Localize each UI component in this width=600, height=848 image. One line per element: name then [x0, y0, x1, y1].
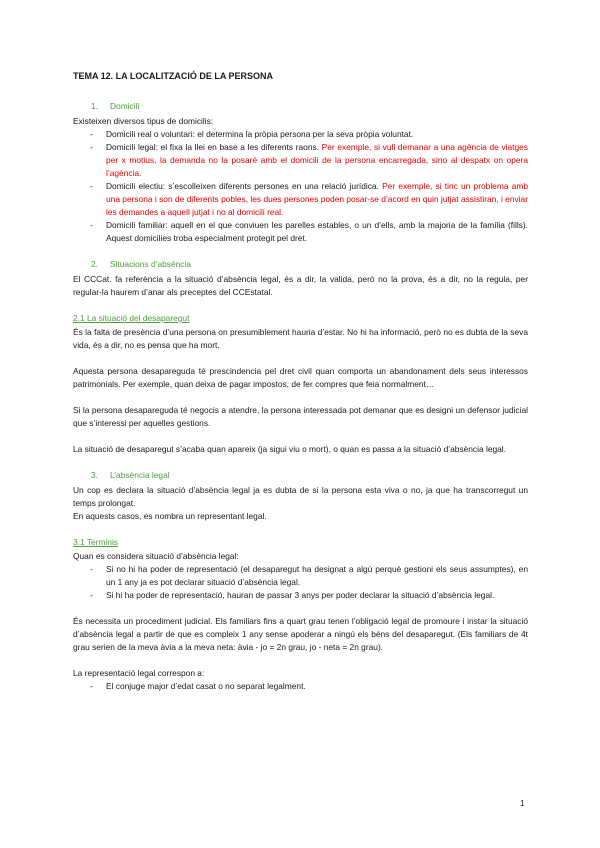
paragraph: La representació legal correspon a:	[73, 668, 205, 678]
domicili-list	[73, 128, 528, 245]
section-title: L’absència legal	[110, 470, 170, 480]
list-item-text: Domicili electiu: s’escolleixen diferents persones en una relació jurídica.	[106, 181, 383, 191]
list-item-text: El conjuge major d’edat casat o no separat legalment.	[106, 681, 306, 691]
list-item	[73, 563, 528, 589]
dash-bullet: -	[90, 142, 93, 152]
list-item-text: Si no hi ha poder de representació (el desaparegut ha designat a algú perquè gestioni els seus assumptes), en un 1 any ja es pot declarar situació d’absència legal.	[106, 564, 528, 587]
list-item	[73, 680, 528, 693]
page-number: 1	[520, 798, 525, 808]
paragraph: Un cop es declara la situació d’absència legal ja es dubta de si la persona esta viva o no, ja que ha transcorregut un temps prolongat.	[73, 485, 528, 508]
paragraph: En aquests casos, es nombra un representant legal.	[73, 511, 267, 521]
dash-bullet: -	[90, 181, 93, 191]
paragraph: Existeixen diversos tipus de domicilis:	[73, 116, 214, 126]
paragraph: És la falta de presència d’una persona on presumiblement hauria d’estar. No hi ha informació, però no es dubta de la seva vida, és a dir, no es pensa que ha mort.	[73, 327, 528, 350]
list-item	[73, 128, 528, 141]
representacio-list	[73, 680, 528, 693]
list-item	[73, 589, 528, 602]
document-body	[73, 70, 528, 693]
section-number: 1.	[91, 101, 98, 111]
paragraph: Si la persona desapareguda té negocis a atendre, la persona interessada pot demanar que es designi un defensor judicial que s’interessi per aquelles gestions.	[73, 405, 528, 428]
section-heading-absencia	[73, 258, 528, 271]
paragraph: Quan es considera situació d’absència legal:	[73, 551, 239, 561]
list-item	[73, 180, 528, 219]
subsection-heading-terminis: 3.1 Terminis	[73, 537, 118, 547]
section-title: Situacions d’absència	[110, 259, 192, 269]
section-heading-absencia-legal	[73, 469, 528, 482]
example-text: Per exemple, si vull demanar a una agència de viatges per x motius, la demanda no la posaré amb el domicili de la persona encarregada, sino al despatx on opera l’agència.	[106, 142, 528, 178]
list-item	[73, 141, 528, 180]
dash-bullet: -	[90, 564, 93, 574]
subsection-heading-desaparegut: 2.1 La situació del desaparegut	[73, 313, 190, 323]
dash-bullet: -	[90, 590, 93, 600]
paragraph: El CCCat. fa referència a la situació d’absència legal, és a dir, la valida, però no la prova, és a dir, no la regula, per regular-la haurem d’anar als preceptes del CCEstatal.	[73, 274, 528, 297]
paragraph: És necessita un procediment judicial. Els familiars fins a quart grau tenen l’obligació legal de promoure i instar la situació d’absència legal a partir de que es compleix 1 any sense apoderar a ningú els béns del desaparegut. (Els familiars de 4t grau serien de la meva àvia a la meva neta: àvia - jo = 2n grau, jo - neta = 2n grau).	[73, 616, 528, 652]
example-text: Per exemple, si tinc un problema amb una persona i son de diferents pobles, les dues persones poden posar-se d’acord en quin jutjat assistiran, i enviar les demandes a aquell jutjat i no al domicili real.	[106, 181, 528, 217]
section-number: 3.	[91, 470, 98, 480]
terminis-list	[73, 563, 528, 602]
list-item	[73, 219, 528, 245]
list-item-text: Domicili legal: el fixa la llei en base a les diferents raons.	[106, 142, 322, 152]
section-number: 2.	[91, 259, 98, 269]
dash-bullet: -	[90, 129, 93, 139]
section-title: Domicili	[110, 101, 140, 111]
dash-bullet: -	[90, 220, 93, 230]
list-item-text: Si hi ha poder de representació, hauran de passar 3 anys per poder declarar la situació d’absència legal.	[106, 590, 495, 600]
section-heading-domicili	[73, 100, 528, 113]
dash-bullet: -	[90, 681, 93, 691]
paragraph: La situació de desaparegut s’acaba quan apareix (ja sigui viu o mort), o quan es passa a la situació d’absència legal.	[73, 444, 506, 454]
list-item-text: Domicili real o voluntari: el determina la pròpia persona per la seva pròpia voluntat.	[106, 129, 414, 139]
paragraph: Aquesta persona desapareguda té prescindencia pel dret civil quan comporta un abandonament dels seus interessos patrimonials. Per exemple, quan deixa de pagar impostos, de fer compres que feia normalment…	[73, 366, 528, 389]
document-title: TEMA 12. LA LOCALITZACIÓ DE LA PERSONA	[73, 71, 274, 81]
list-item-text: Domicili familiar: aquell en el que conviuen les parelles estables, o un d’ells, amb la majoria de la família (fills). Aquest domicilies troba especialment protegit pel dret.	[106, 220, 528, 243]
